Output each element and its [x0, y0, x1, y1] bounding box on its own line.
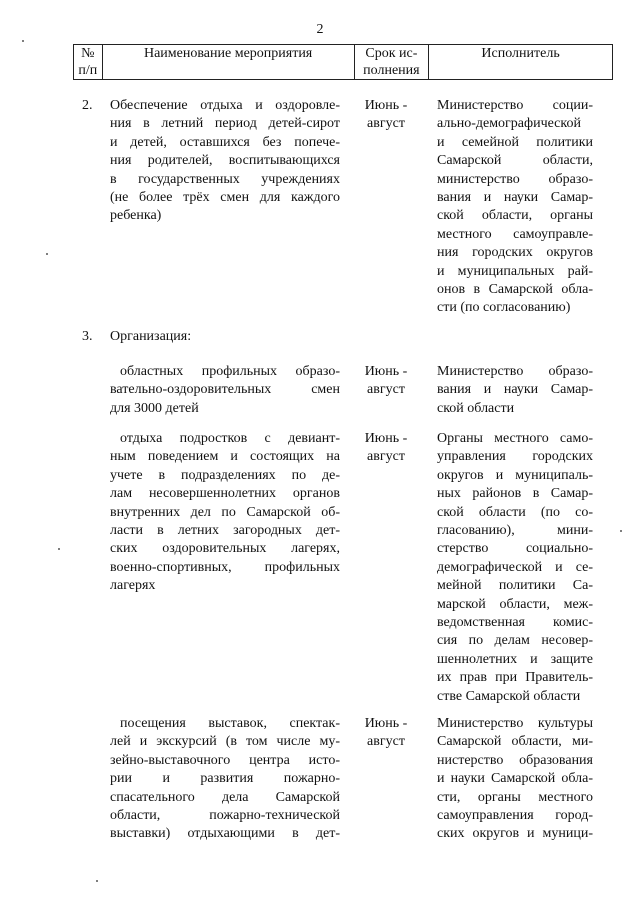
text-line: внутренних дел по Самарской об-: [110, 504, 340, 520]
text-line: Июнь -: [364, 364, 408, 379]
item-executor: [437, 97, 593, 318]
text-line: гласованию), мини-: [437, 523, 593, 539]
text-line: самоуправления город-: [437, 808, 593, 824]
text-line: и детей, оставшихся без попече-: [110, 134, 340, 150]
item-date: [352, 430, 420, 467]
header-executor-column: [429, 45, 613, 80]
text-line: лагерях: [110, 578, 156, 594]
text-line: выставки) отдыхающими в дет-: [110, 826, 340, 842]
text-line: военно-спортивных, профильных: [110, 559, 340, 575]
table-header: [73, 44, 613, 80]
text-line: Организация:: [110, 329, 192, 344]
text-line: и муниципальных рай-: [437, 263, 593, 279]
text-line: стерство социально-: [437, 541, 593, 557]
text-line: сти (по согласованию): [437, 300, 571, 316]
text-line: вательно-оздоровительных смен: [110, 382, 340, 398]
text-line: в государственных учреждениях: [110, 171, 340, 187]
text-line: ния в летний период детей-сирот: [110, 116, 340, 132]
item-title: [110, 363, 340, 418]
text-line: Июнь -: [364, 98, 408, 113]
text-line: и семейной политики: [437, 134, 593, 150]
header-event-name-column: [102, 45, 354, 80]
text-line: сти, органы местного: [437, 789, 593, 805]
text-line: областных профильных образо-: [120, 364, 340, 379]
page-number: 2: [316, 22, 324, 37]
header-text: Срок ис-: [365, 46, 418, 61]
text-line: ных районов в Самар-: [437, 486, 593, 502]
text-line: отдыха подростков с девиант-: [120, 431, 340, 446]
text-line: август: [367, 116, 405, 132]
text-line: сия по делам несовер-: [437, 633, 593, 649]
text-line: шеннолетних и защите: [437, 651, 593, 667]
text-line: ских оздоровительных лагерях,: [110, 541, 340, 557]
text-line: Министерство культуры: [437, 716, 593, 731]
item-number: 3.: [82, 329, 93, 344]
scan-speck: [46, 253, 48, 255]
text-line: лам несовершеннолетних органов: [110, 486, 340, 502]
text-line: ласти в летних загородных дет-: [110, 523, 340, 539]
text-line: зейно-выставочного центра исто-: [110, 752, 340, 768]
text-line: спасательного дела Самарской: [110, 789, 340, 805]
text-line: округов и муниципаль-: [437, 467, 593, 483]
text-line: ния городских округов: [437, 245, 593, 261]
text-line: Июнь -: [364, 716, 408, 731]
item-number: 2.: [82, 98, 93, 113]
text-line: август: [367, 449, 405, 465]
text-line: ребенка): [110, 208, 162, 224]
text-line: Июнь -: [364, 431, 408, 446]
text-line: (не более трёх смен для каждого: [110, 190, 340, 206]
item-title: [110, 328, 340, 346]
text-line: ских округов и муници-: [437, 826, 593, 842]
text-line: их прав при Правитель-: [437, 670, 593, 686]
header-text: №: [81, 46, 95, 61]
item-date: [352, 715, 420, 752]
text-line: август: [367, 734, 405, 750]
text-line: министерство образо-: [437, 171, 593, 187]
text-line: стве Самарской области: [437, 688, 581, 704]
text-line: август: [367, 382, 405, 398]
text-line: области, пожарно-технической: [110, 808, 340, 824]
item-date: [352, 363, 420, 400]
text-line: демографической и се-: [437, 559, 593, 575]
text-line: ально-демографической: [437, 116, 581, 132]
item-date: [352, 97, 420, 134]
header-text: полнения: [363, 63, 420, 78]
text-line: Министерство соции-: [437, 98, 593, 113]
text-line: ской области: [437, 400, 515, 416]
text-line: Самарской области, ми-: [437, 734, 593, 750]
text-line: ния родителей, воспитывающихся: [110, 153, 340, 169]
item-title: [110, 430, 340, 596]
item-executor: [437, 363, 593, 418]
text-line: местного самоуправле-: [437, 226, 593, 242]
text-line: Обеспечение отдыха и оздоровле-: [110, 98, 340, 113]
header-text: Исполнитель: [481, 46, 560, 61]
text-line: управления городских: [437, 449, 593, 465]
text-line: нистерство образования: [437, 752, 593, 768]
item-title: [110, 715, 340, 844]
text-line: лей и экскурсий (в том числе му-: [110, 734, 340, 750]
text-line: учете в подразделениях по де-: [110, 467, 340, 483]
text-line: ской области, органы: [437, 208, 593, 224]
text-line: онов в Самарской обла-: [437, 282, 593, 298]
scan-speck: [96, 880, 98, 882]
text-line: вания и науки Самар-: [437, 382, 593, 398]
text-line: вания и науки Самар-: [437, 190, 593, 206]
text-line: мейной политики Са-: [437, 578, 593, 594]
text-line: Министерство образо-: [437, 364, 593, 379]
header-deadline-column: [354, 45, 429, 80]
item-title: [110, 97, 340, 226]
text-line: ным поведением и состоящих на: [110, 449, 340, 465]
text-line: для 3000 детей: [110, 400, 199, 416]
scan-speck: [620, 530, 622, 532]
text-line: Органы местного само-: [437, 431, 593, 446]
text-line: ской области (по со-: [437, 504, 593, 520]
item-executor: [437, 430, 593, 706]
text-line: посещения выставок, спектак-: [120, 716, 340, 731]
header-text: Наименование мероприятия: [143, 46, 313, 61]
text-line: и науки Самарской обла-: [437, 771, 593, 787]
text-line: рии и развития пожарно-: [110, 771, 340, 787]
item-executor: [437, 715, 593, 844]
header-number-column: [74, 45, 103, 80]
text-line: ведомственная комис-: [437, 615, 593, 631]
text-line: Самарской области,: [437, 153, 593, 169]
header-text: п/п: [78, 63, 98, 78]
scan-speck: [58, 548, 60, 550]
scan-speck: [22, 40, 24, 42]
text-line: марской области, меж-: [437, 596, 593, 612]
